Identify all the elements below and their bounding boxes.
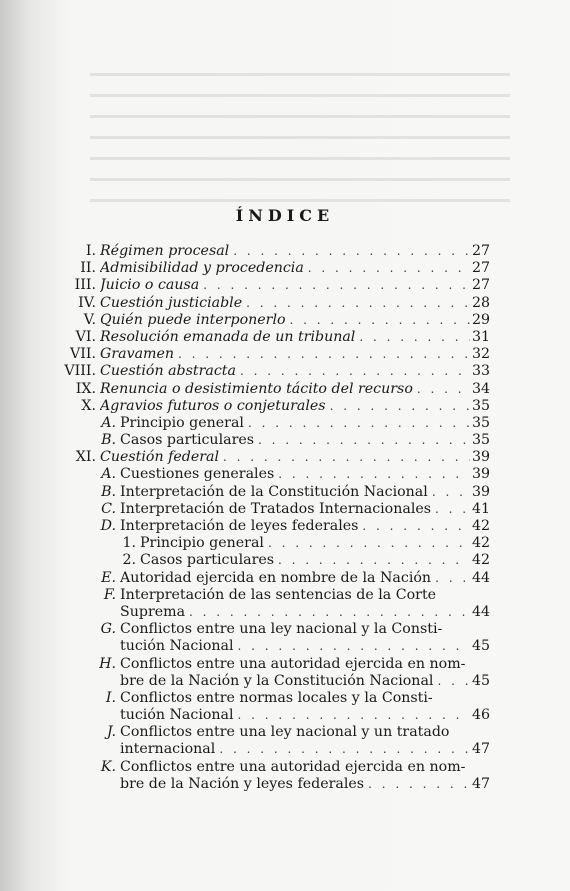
entry-page: 39 (471, 466, 490, 483)
toc-subentry-line2[interactable] (0, 673, 570, 690)
leader-dots (417, 381, 470, 398)
leader-dots (278, 552, 470, 569)
entry-page: 27 (471, 260, 490, 277)
toc-entry[interactable] (0, 277, 570, 294)
entry-title: Cuestión federal (100, 449, 220, 466)
toc-subsubentry[interactable] (0, 552, 570, 569)
toc-subentry-line2[interactable] (0, 604, 570, 621)
entry-page: 39 (471, 483, 490, 500)
toc-entry[interactable] (0, 398, 570, 415)
entry-letter: B. (101, 483, 116, 500)
entry-number: 2. (122, 552, 136, 569)
leader-dots (359, 329, 470, 346)
toc-subentry[interactable] (0, 415, 570, 432)
entry-page: 45 (471, 672, 490, 689)
toc-subentry[interactable] (0, 570, 570, 587)
entry-letter: A. (101, 466, 116, 483)
entry-page: 42 (471, 535, 490, 552)
entry-title-line2: tución Nacional (120, 638, 234, 655)
entry-title-line2: bre de la Nación y la Constitución Nacional (120, 672, 434, 689)
leader-dots (203, 277, 470, 294)
leader-dots (238, 638, 470, 655)
leader-dots (223, 449, 470, 466)
toc-entry[interactable] (0, 346, 570, 363)
entry-number: IV. (78, 294, 96, 311)
entry-number: III. (74, 277, 96, 294)
entry-letter: G. (100, 621, 116, 638)
leader-dots (178, 346, 470, 363)
toc-subentry[interactable] (0, 484, 570, 501)
leader-dots (268, 535, 470, 552)
entry-title-line1: Conflictos entre una ley nacional y un tratado (120, 724, 450, 741)
entry-title: Interpretación de Tratados Internacionales (120, 500, 432, 517)
toc-entry[interactable] (0, 312, 570, 329)
entry-page: 35 (471, 432, 490, 449)
entry-title: Cuestiones generales (120, 466, 275, 483)
entry-title-line2: bre de la Nación y leyes federales (120, 775, 365, 792)
leader-dots (290, 312, 470, 329)
toc-subentry[interactable] (0, 501, 570, 518)
entry-letter: D. (100, 518, 116, 534)
entry-title: Resolución emanada de un tribunal (100, 328, 356, 345)
entry-title-line1: Conflictos entre normas locales y la Consti- (120, 689, 433, 706)
toc-subentry-line1[interactable] (0, 621, 570, 638)
entry-page: 39 (471, 449, 490, 466)
leader-dots (432, 484, 470, 501)
entry-page: 28 (471, 294, 490, 311)
entry-title: Agravios futuros o conjeturales (100, 397, 326, 414)
entry-title: Principio general (120, 414, 244, 431)
entry-title: Quién puede interponerlo (100, 311, 286, 328)
entry-letter: E. (101, 569, 116, 586)
entry-letter: F. (103, 586, 116, 603)
toc-subentry-line1[interactable] (0, 690, 570, 707)
entry-title: Cuestión abstracta (100, 363, 236, 380)
entry-title-line1: Conflictos entre una autoridad ejercida en nom- (120, 758, 466, 775)
table-of-contents (0, 243, 570, 793)
entry-title-line2: tución Nacional (120, 707, 234, 724)
entry-title: Renuncia o desistimiento tácito del recurso (100, 380, 413, 397)
entry-title: Admisibilidad y procedencia (100, 260, 304, 277)
entry-title: Casos particulares (120, 432, 255, 449)
entry-page: 27 (471, 277, 490, 294)
entry-letter: H. (99, 655, 116, 672)
entry-page: 35 (471, 414, 490, 431)
entry-title: Juicio o causa (100, 277, 200, 294)
entry-title: Gravamen (100, 346, 175, 363)
entry-number: VII. (70, 346, 96, 363)
leader-dots (308, 260, 470, 277)
entry-number: V. (83, 311, 96, 328)
entry-page: 47 (471, 741, 490, 758)
entry-letter: C. (101, 500, 116, 517)
entry-title: Autoridad ejercida en nombre de la Nación (120, 569, 432, 586)
entry-title-line1: Conflictos entre una ley nacional y la Consti- (120, 621, 443, 638)
entry-number: 1. (122, 535, 136, 552)
entry-title: Régimen procesal (100, 243, 230, 259)
toc-subentry-line1[interactable] (0, 587, 570, 604)
toc-entry[interactable] (0, 243, 570, 260)
toc-subentry-line2[interactable] (0, 776, 570, 793)
entry-page: 41 (471, 500, 490, 517)
bleed-through-text (30, 55, 550, 220)
entry-page: 33 (471, 363, 490, 380)
toc-subentry-line1[interactable] (0, 724, 570, 741)
leader-dots (435, 501, 470, 518)
entry-letter: B. (101, 432, 116, 449)
leader-dots (240, 363, 470, 380)
entry-page: 44 (471, 569, 490, 586)
entry-title: Principio general (140, 535, 264, 552)
entry-number: XI. (75, 449, 96, 466)
leader-dots (219, 741, 470, 758)
leader-dots (248, 415, 470, 432)
leader-dots (246, 295, 470, 312)
entry-title: Interpretación de leyes federales (120, 518, 359, 534)
leader-dots (258, 432, 470, 449)
toc-subentry-line1[interactable] (0, 759, 570, 776)
leader-dots (368, 776, 470, 793)
entry-number: VIII. (64, 363, 96, 380)
leader-dots (189, 604, 470, 621)
toc-entry[interactable] (0, 260, 570, 277)
toc-entry[interactable] (0, 329, 570, 346)
entry-page: 31 (471, 328, 490, 345)
entry-number: X. (81, 397, 96, 414)
entry-number: IX. (75, 380, 96, 397)
leader-dots (362, 518, 470, 535)
entry-page: 47 (471, 775, 490, 792)
entry-page: 27 (471, 243, 490, 259)
entry-page: 46 (471, 707, 490, 724)
toc-subsubentry[interactable] (0, 535, 570, 552)
entry-page: 42 (471, 552, 490, 569)
toc-subentry[interactable] (0, 518, 570, 535)
entry-letter: J. (106, 724, 116, 741)
entry-title: Casos particulares (140, 552, 275, 569)
entry-page: 29 (471, 311, 490, 328)
entry-number: VI. (75, 328, 96, 345)
entry-title-line2: Suprema (120, 603, 186, 620)
index-title: ÍNDICE (235, 206, 335, 225)
leader-dots (330, 398, 470, 415)
leader-dots (278, 466, 470, 483)
entry-page: 32 (471, 346, 490, 363)
entry-page: 34 (471, 380, 490, 397)
entry-page: 42 (471, 518, 490, 534)
toc-entry[interactable] (0, 449, 570, 466)
entry-title-line1: Interpretación de las sentencias de la Corte (120, 586, 437, 603)
entry-page: 45 (471, 638, 490, 655)
toc-entry[interactable] (0, 295, 570, 312)
toc-entry[interactable] (0, 363, 570, 380)
entry-title-line2: internacional (120, 741, 216, 758)
entry-title-line1: Conflictos entre una autoridad ejercida en nom- (120, 655, 466, 672)
entry-page: 35 (471, 397, 490, 414)
toc-entry[interactable] (0, 381, 570, 398)
entry-title: Cuestión justiciable (100, 294, 243, 311)
entry-letter: A. (101, 414, 116, 431)
toc-subentry[interactable] (0, 432, 570, 449)
leader-dots (233, 243, 470, 260)
toc-subentry-line2[interactable] (0, 638, 570, 655)
entry-letter: K. (100, 758, 116, 775)
entry-number: I. (85, 243, 96, 259)
entry-title: Interpretación de la Constitución Nacional (120, 483, 428, 500)
toc-subentry[interactable] (0, 466, 570, 483)
leader-dots (435, 570, 470, 587)
entry-number: II. (80, 260, 96, 277)
entry-letter: I. (105, 689, 116, 706)
leader-dots (238, 707, 470, 724)
toc-subentry-line2[interactable] (0, 741, 570, 758)
toc-subentry-line2[interactable] (0, 707, 570, 724)
toc-subentry-line1[interactable] (0, 656, 570, 673)
leader-dots (437, 673, 470, 690)
entry-page: 44 (471, 603, 490, 620)
